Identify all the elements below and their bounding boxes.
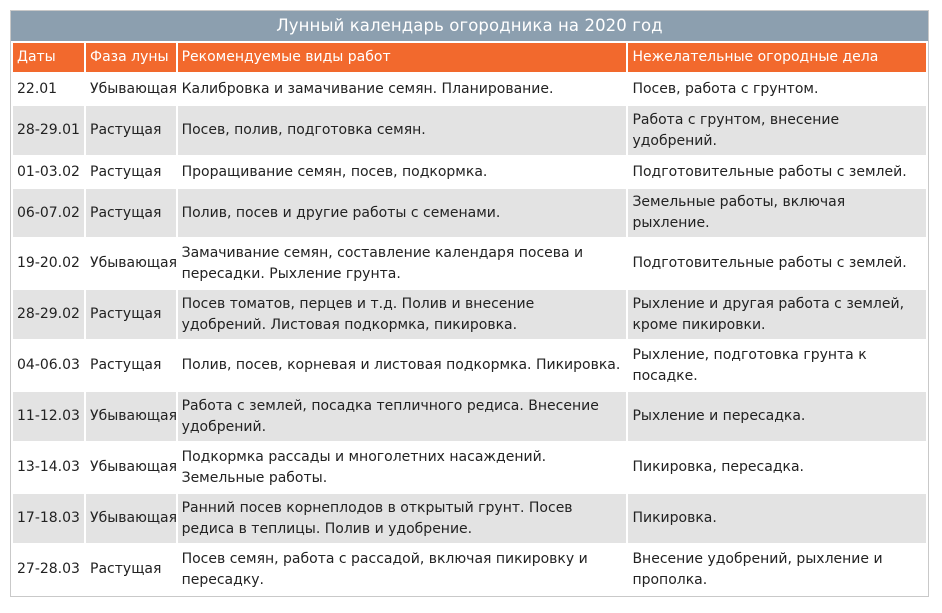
cell-recommended: Работа с землей, посадка тепличного редиса. Внесение удобрений. xyxy=(178,392,627,441)
cell-date: 04-06.03 xyxy=(13,341,84,390)
table-row xyxy=(13,545,926,594)
cell-phase: Убывающая xyxy=(86,239,176,288)
cell-date: 19-20.02 xyxy=(13,239,84,288)
cell-date: 11-12.03 xyxy=(13,392,84,441)
cell-undesirable: Подготовительные работы с землей. xyxy=(628,157,926,187)
cell-undesirable: Внесение удобрений, рыхление и прополка. xyxy=(628,545,926,594)
table-row xyxy=(13,341,926,390)
table-row xyxy=(13,106,926,155)
cell-recommended: Калибровка и замачивание семян. Планирование. xyxy=(178,74,627,104)
lunar-calendar-table xyxy=(11,41,928,596)
table-row xyxy=(13,157,926,187)
table-row xyxy=(13,290,926,339)
table-row xyxy=(13,392,926,441)
cell-undesirable: Посев, работа с грунтом. xyxy=(628,74,926,104)
cell-phase: Убывающая xyxy=(86,494,176,543)
cell-recommended: Посев семян, работа с рассадой, включая пикировку и пересадку. xyxy=(178,545,627,594)
cell-phase: Растущая xyxy=(86,290,176,339)
cell-date: 28-29.02 xyxy=(13,290,84,339)
cell-phase: Убывающая xyxy=(86,392,176,441)
cell-recommended: Посев томатов, перцев и т.д. Полив и внесение удобрений. Листовая подкормка, пикировка. xyxy=(178,290,627,339)
table-row xyxy=(13,239,926,288)
cell-phase: Растущая xyxy=(86,341,176,390)
cell-date: 13-14.03 xyxy=(13,443,84,492)
table-row xyxy=(13,443,926,492)
table-header-row xyxy=(13,43,926,72)
cell-date: 22.01 xyxy=(13,74,84,104)
table-row xyxy=(13,74,926,104)
lunar-calendar-table-block xyxy=(10,10,929,597)
table-row xyxy=(13,189,926,237)
cell-undesirable: Пикировка, пересадка. xyxy=(628,443,926,492)
cell-undesirable: Земельные работы, включая рыхление. xyxy=(628,189,926,237)
cell-date: 17-18.03 xyxy=(13,494,84,543)
cell-date: 27-28.03 xyxy=(13,545,84,594)
cell-phase: Растущая xyxy=(86,157,176,187)
column-header-recommended: Рекомендуемые виды работ xyxy=(178,43,627,72)
cell-date: 01-03.02 xyxy=(13,157,84,187)
cell-recommended: Подкормка рассады и многолетних насаждений. Земельные работы. xyxy=(178,443,627,492)
cell-undesirable: Рыхление и пересадка. xyxy=(628,392,926,441)
cell-undesirable: Рыхление, подготовка грунта к посадке. xyxy=(628,341,926,390)
cell-recommended: Полив, посев, корневая и листовая подкормка. Пикировка. xyxy=(178,341,627,390)
cell-recommended: Ранний посев корнеплодов в открытый грунт. Посев редиса в теплицы. Полив и удобрение. xyxy=(178,494,627,543)
table-title: Лунный календарь огородника на 2020 год xyxy=(11,11,928,41)
cell-phase: Убывающая xyxy=(86,443,176,492)
cell-phase: Растущая xyxy=(86,106,176,155)
cell-date: 28-29.01 xyxy=(13,106,84,155)
cell-phase: Растущая xyxy=(86,545,176,594)
cell-recommended: Замачивание семян, составление календаря посева и пересадки. Рыхление грунта. xyxy=(178,239,627,288)
column-header-undesirable: Нежелательные огородные дела xyxy=(628,43,926,72)
table-row xyxy=(13,494,926,543)
cell-phase: Растущая xyxy=(86,189,176,237)
column-header-moon-phase: Фаза луны xyxy=(86,43,176,72)
cell-undesirable: Пикировка. xyxy=(628,494,926,543)
cell-recommended: Посев, полив, подготовка семян. xyxy=(178,106,627,155)
column-header-dates: Даты xyxy=(13,43,84,72)
cell-phase: Убывающая xyxy=(86,74,176,104)
cell-undesirable: Подготовительные работы с землей. xyxy=(628,239,926,288)
cell-recommended: Полив, посев и другие работы с семенами. xyxy=(178,189,627,237)
cell-date: 06-07.02 xyxy=(13,189,84,237)
cell-undesirable: Рыхление и другая работа с землей, кроме пикировки. xyxy=(628,290,926,339)
cell-recommended: Проращивание семян, посев, подкормка. xyxy=(178,157,627,187)
cell-undesirable: Работа с грунтом, внесение удобрений. xyxy=(628,106,926,155)
